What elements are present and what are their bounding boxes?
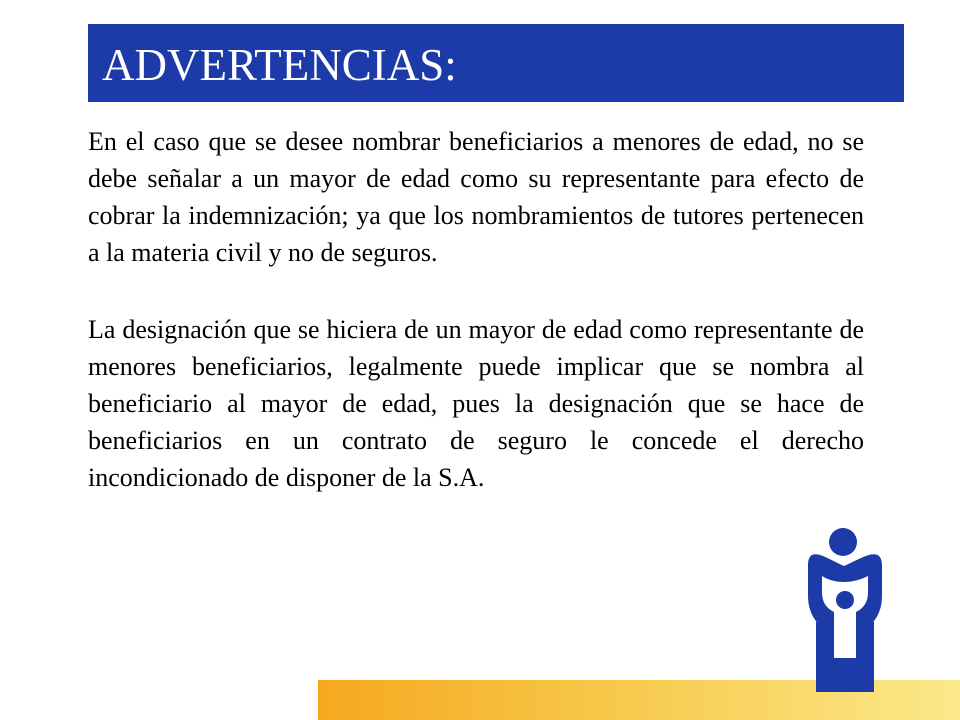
slide-title: ADVERTENCIAS:	[102, 40, 457, 90]
paragraph-2: La designación que se hiciera de un mayor de edad como representante de menores beneficiarios, legalmente puede implicar que se nombra al beneficiario al mayor de edad, pues la designación que se hace de beneficiarios en un contrato de seguro le concede el derecho incondicionado de disponer de la S.A.	[88, 315, 864, 492]
slide-body	[88, 123, 864, 496]
paragraph-1: En el caso que se desee nombrar beneficiarios a menores de edad, no se debe señalar a un mayor de edad como su representante para efecto de cobrar la indemnización; ya que los nombramientos de tutores pertenecen a la materia civil y no de seguros.	[88, 127, 864, 267]
parent-child-logo-icon	[806, 526, 884, 694]
title-bar	[88, 24, 904, 102]
